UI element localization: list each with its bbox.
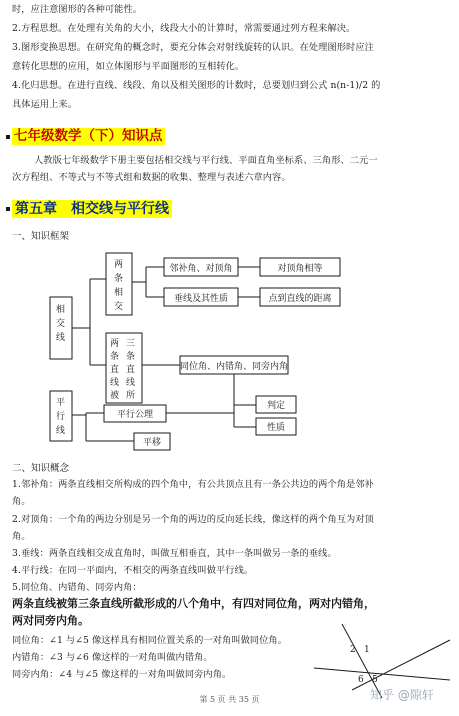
- diagram-adjacent-text: 邻补角、对顶角: [169, 264, 233, 274]
- figure-label-6: 6: [358, 675, 364, 685]
- section-intro-1: 次方程组、不等式与不等式组和数据的收集、整理与表述六章内容。: [12, 172, 291, 183]
- emphasis-line-0: 两条直线被第三条直线所截形成的八个角中，有四对同位角，两对内错角，: [12, 597, 375, 610]
- bullet-mark: [6, 207, 10, 211]
- diagram-perpendicular-text: 垂线及其性质: [173, 294, 229, 304]
- concept-line-0: 1.邻补角：两条直线相交所构成的四个角中，有公共顶点且有一条公共边的两个角是邻补: [12, 479, 374, 490]
- intro-line-1: 2.方程思想。在处理有关角的大小，线段大小的计算时，常需要通过列方程来解决。: [12, 23, 356, 34]
- intro-line-4: 4.化归思想。在进行直线、线段、角以及相关图形的计数时，总要划归到公式 n(n-1)/2 的: [12, 80, 381, 91]
- concepts-heading: 二、知识概念: [12, 463, 70, 474]
- section-title: 七年级数学（下）知识点: [14, 128, 163, 144]
- concept-line-1: 角。: [12, 496, 31, 507]
- intro-line-5: 具体运用上来。: [12, 99, 78, 110]
- chapter-title: 第五章 相交线与平行线: [12, 200, 172, 218]
- concept-line-3: 角。: [12, 531, 31, 542]
- diagram-point-line-text: 点到直线的距离: [268, 294, 332, 304]
- framework-heading: 一、知识框架: [12, 231, 70, 242]
- diagram-translation-text: 平移: [142, 438, 162, 448]
- angle-example-0: 同位角：∠1 与∠5 像这样具有相同位置关系的一对角叫做同位角。: [12, 635, 288, 646]
- concept-line-2: 2.对顶角：一个角的两边分别是另一个角的两边的反向延长线，像这样的两个角互为对顶: [12, 514, 374, 525]
- section-intro-0: 人教版七年级数学下册主要包括相交线与平行线、平面直角坐标系、三角形、二元一: [34, 155, 378, 166]
- angle-example-1: 内错角：∠3 与∠6 像这样的一对角叫做内错角。: [12, 652, 213, 663]
- diagram-axiom-text: 平行公理: [116, 410, 154, 420]
- intro-line-3: 意转化思想的应用，如立体图形与平面图形的互相转化。: [12, 61, 245, 72]
- diagram-angle-types-text: 同位角、内错角、同旁内角: [179, 362, 289, 372]
- watermark: 知乎 @隙轩: [370, 688, 434, 702]
- intro-line-0: 时，应注意图形的各种可能性。: [12, 4, 143, 15]
- angle-example-2: 同旁内角：∠4 与∠5 像这样的一对角叫做同旁内角。: [12, 669, 232, 680]
- emphasis-line-1: 两对同旁内角。: [12, 614, 89, 627]
- diagram-intersect-text: 两条相交: [114, 260, 124, 312]
- concept-line-6: 5.同位角、内错角、同旁内角：: [12, 582, 142, 593]
- diagram-parallel-text: 平行线: [56, 398, 66, 436]
- diagram-properties-text: 性质: [266, 423, 286, 433]
- diagram-three-lines-text: 两条直线被 三条直线所: [110, 339, 136, 401]
- diagram-vertical-equal-text: 对顶角相等: [277, 264, 323, 274]
- knowledge-framework-diagram: [0, 245, 459, 465]
- concept-line-5: 4.平行线：在同一平面内，不相交的两条直线叫做平行线。: [12, 565, 254, 576]
- diagram-root-text: 相交线: [56, 305, 66, 343]
- figure-label-1: 1: [364, 645, 370, 655]
- intro-line-2: 3.图形变换思想。在研究角的概念时，要充分体会对射线旋转的认识。在处理图形时应注: [12, 42, 374, 53]
- figure-label-5: 5: [372, 675, 378, 685]
- page-footer: 第 5 页 共 35 页: [199, 695, 260, 704]
- diagram-criteria-text: 判定: [266, 401, 286, 411]
- figure-label-2: 2: [350, 645, 356, 655]
- bullet-mark: [6, 135, 10, 139]
- concept-line-4: 3.垂线：两条直线相交成直角时，叫做互相垂直，其中一条叫做另一条的垂线。: [12, 548, 337, 559]
